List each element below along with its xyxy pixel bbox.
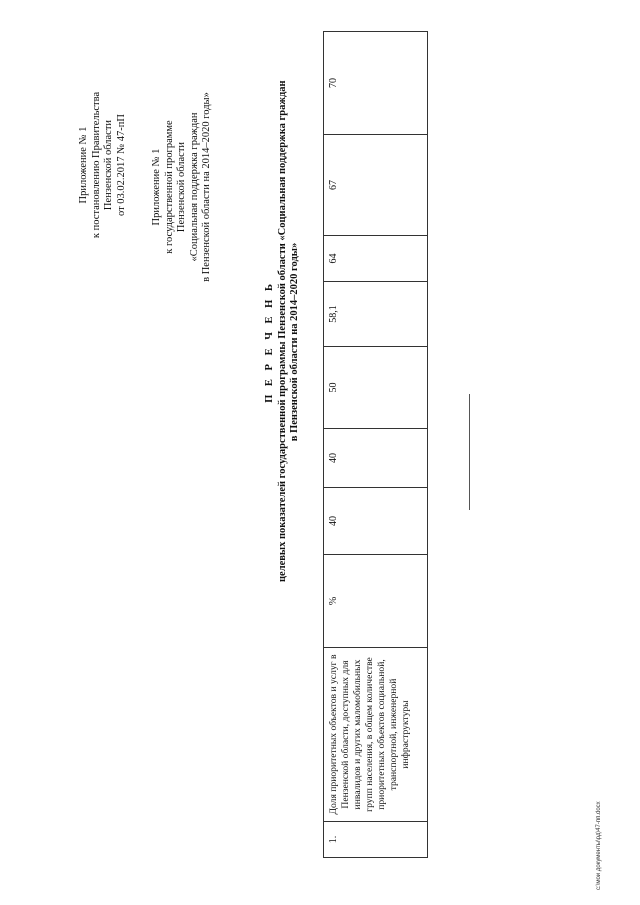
table-row: [324, 32, 428, 858]
appendix-1-line: Пензенской области: [103, 119, 114, 211]
appendix-2-block: [151, 62, 214, 312]
separator-line: [469, 394, 470, 510]
appendix-1-line: Приложение № 1: [78, 126, 89, 204]
appendix-1-block: [78, 85, 128, 245]
cell-value: 64: [324, 236, 428, 282]
appendix-2-line: к государственной программе: [163, 120, 175, 254]
appendix-2-line: «Социальная поддержка граждан: [188, 112, 200, 262]
cell-number: 1.: [324, 822, 428, 858]
cell-description: Доля приоритетных объектов и услуг в Пензенской области, доступных для инвалидов и других маломобильных групп населения, в общем количестве приоритетных объектов социальной, транспортной, инженерной инфраструктуры: [324, 648, 428, 822]
appendix-1-line: от 03.02.2017 № 47-пП: [115, 113, 127, 217]
cell-value: 58,1: [324, 282, 428, 347]
indicators-table: [323, 32, 428, 858]
cell-value: 40: [324, 429, 428, 488]
title-line-1: целевых показателей государственной программы Пензенской области «Социальная поддержка граждан: [276, 80, 288, 582]
cell-value: 70: [324, 32, 428, 135]
title-line-2: в Пензенской области на 2014–2020 годы»: [289, 242, 300, 442]
cell-value: 40: [324, 488, 428, 555]
cell-value: 50: [324, 347, 428, 429]
title-heading: П Е Р Е Ч Е Н Ь: [264, 281, 275, 403]
document-title: [264, 80, 302, 582]
cell-value: 67: [324, 135, 428, 236]
appendix-2-line: в Пензенской области на 2014–2020 годы»: [201, 92, 212, 282]
appendix-2-line: Приложение № 1: [151, 148, 162, 226]
file-path-footer: c:\мои документы\рд\47-пп.docx: [596, 801, 602, 890]
appendix-1-line: к постановлению Правительства: [90, 91, 102, 239]
appendix-2-line: Пензенской области: [176, 141, 187, 233]
cell-unit: %: [324, 555, 428, 648]
